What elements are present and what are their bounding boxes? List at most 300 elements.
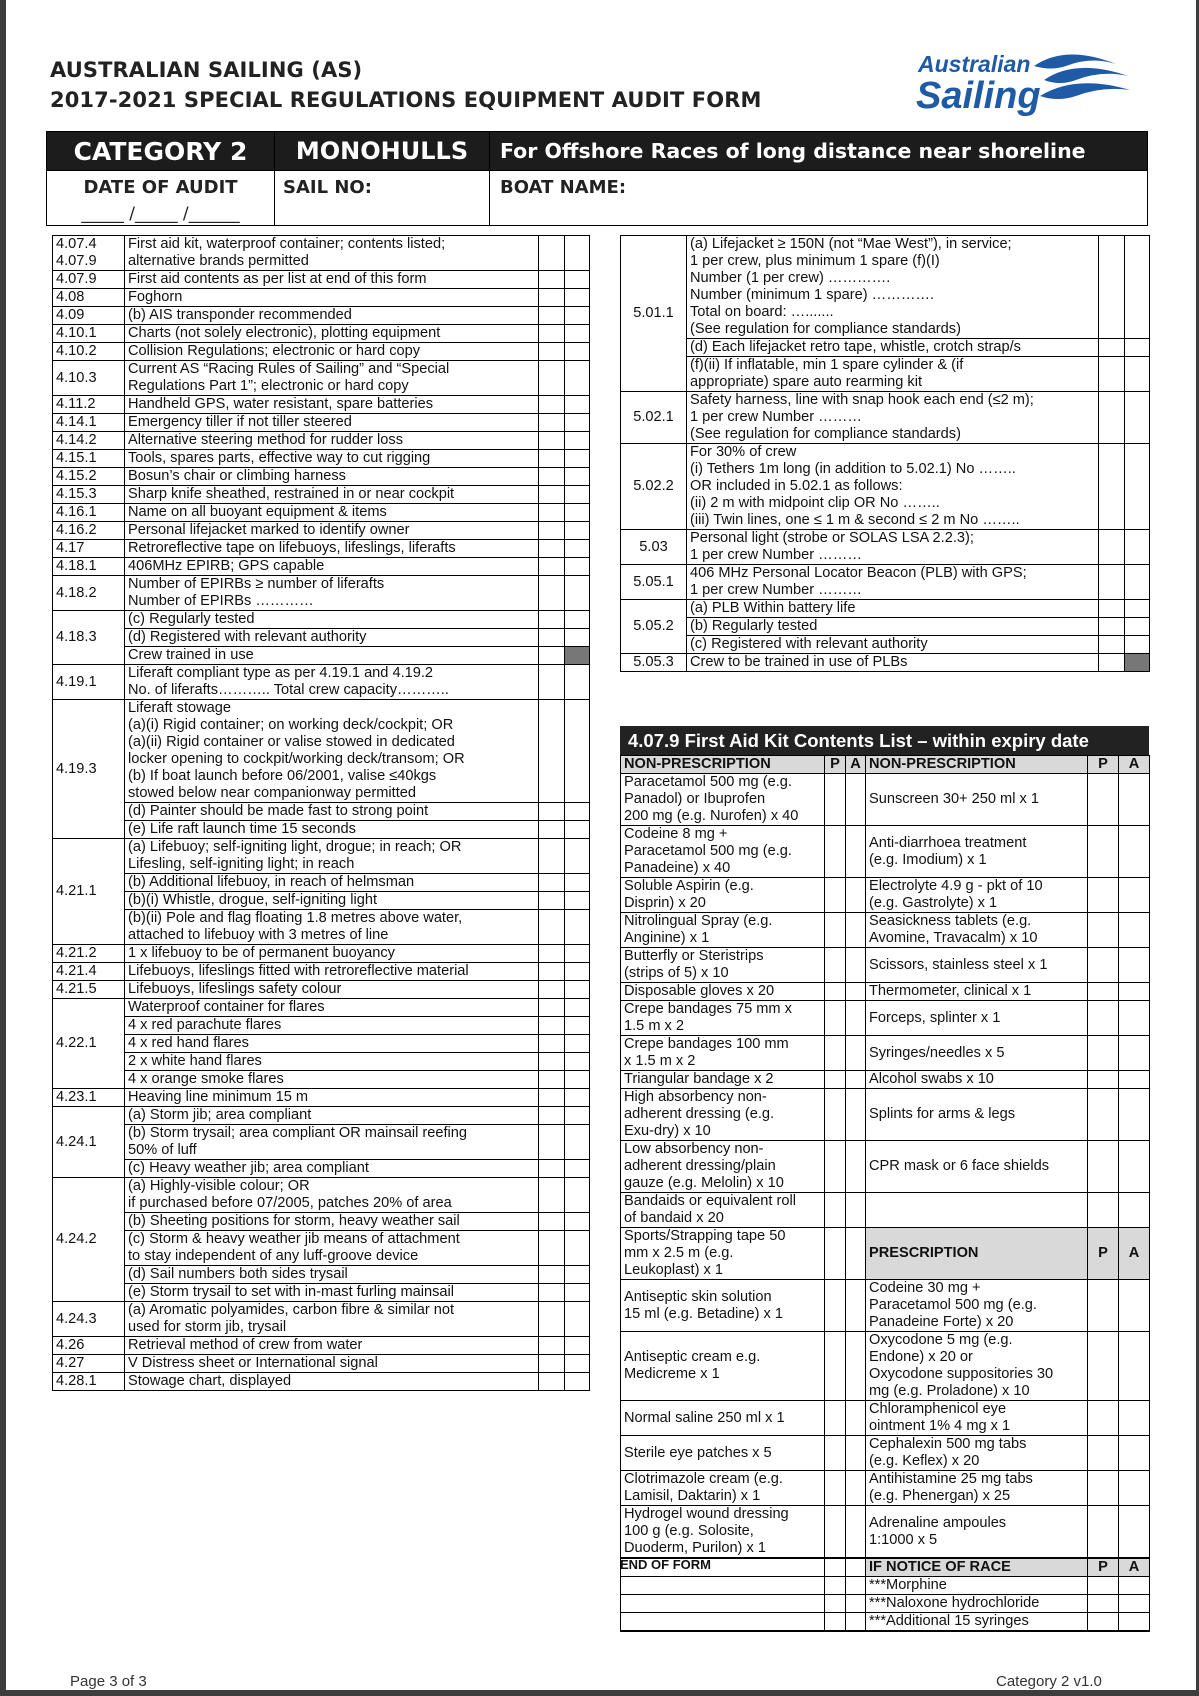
absent-checkbox[interactable]: [1125, 565, 1150, 600]
absent-checkbox[interactable]: [846, 1559, 866, 1577]
present-checkbox[interactable]: [539, 1373, 565, 1391]
present-checkbox[interactable]: [1088, 913, 1119, 948]
checklist-row: [621, 444, 1150, 530]
absent-checkbox[interactable]: [1119, 1595, 1150, 1613]
present-checkbox[interactable]: [1088, 774, 1119, 826]
absent-checkbox[interactable]: [1119, 948, 1150, 983]
requirement-text: (b) Sheeting positions for storm, heavy weather sail: [125, 1213, 539, 1231]
absent-checkbox[interactable]: [1119, 1036, 1150, 1071]
present-checkbox[interactable]: [1088, 1089, 1119, 1141]
present-checkbox[interactable]: [539, 803, 565, 821]
absent-checkbox[interactable]: [846, 1631, 866, 1632]
absent-checkbox[interactable]: [565, 629, 590, 647]
absent-checkbox[interactable]: [565, 396, 590, 414]
requirement-text: (c) Heavy weather jib; area compliant: [125, 1160, 539, 1178]
present-checkbox[interactable]: [825, 1089, 846, 1141]
checklist-row: [53, 504, 590, 522]
present-checkbox[interactable]: [539, 450, 565, 468]
first-aid-item: Paracetamol 500 mg (e.g. Panadol) or Ibuprofen 200 mg (e.g. Nurofen) x 40: [621, 774, 825, 826]
present-checkbox[interactable]: [539, 999, 565, 1017]
requirement-text: Liferaft stowage (a)(i) Rigid container; on working deck/cockpit; OR (a)(ii) Rigid container or valise stowed in dedicated locker opening to cockpit/working deck/transom; OR (b) If boat launch before 06/2001, valise ≤40kgs stowed below near companionway permitted: [125, 700, 539, 803]
absent-checkbox[interactable]: [846, 948, 866, 983]
left-checklist-table: [52, 235, 590, 1391]
first-aid-row: [621, 1280, 1150, 1332]
absent-checkbox[interactable]: [846, 1193, 866, 1228]
absent-checkbox[interactable]: [846, 1613, 866, 1631]
regulation-code: 4.18.3: [53, 611, 125, 665]
checklist-row: [621, 236, 1150, 339]
regulation-code: 4.27: [53, 1355, 125, 1373]
column-header-p: P: [1088, 756, 1119, 774]
present-checkbox[interactable]: [539, 236, 565, 271]
absent-checkbox[interactable]: [1119, 774, 1150, 826]
absent-checkbox[interactable]: [1125, 392, 1150, 444]
absent-checkbox[interactable]: [1119, 1071, 1150, 1089]
absent-checkbox[interactable]: [565, 325, 590, 343]
first-aid-item: Adrenaline ampoules 1:1000 x 5: [866, 1506, 1088, 1558]
first-aid-item: Antihistamine 25 mg tabs (e.g. Phenergan) x 25: [866, 1471, 1088, 1506]
absent-checkbox[interactable]: [846, 1228, 866, 1280]
present-checkbox[interactable]: [825, 878, 846, 913]
absent-checkbox[interactable]: [565, 1337, 590, 1355]
regulation-code: 4.19.3: [53, 700, 125, 839]
checklist-row: [53, 343, 590, 361]
absent-checkbox[interactable]: [565, 450, 590, 468]
present-checkbox[interactable]: [539, 981, 565, 999]
present-checkbox[interactable]: [1099, 392, 1125, 444]
present-checkbox[interactable]: [825, 1471, 846, 1506]
checklist-row: [53, 1125, 590, 1160]
present-checkbox[interactable]: [1099, 618, 1125, 636]
present-checkbox[interactable]: [539, 1284, 565, 1302]
absent-checkbox[interactable]: [565, 558, 590, 576]
present-checkbox[interactable]: [1099, 357, 1125, 392]
present-checkbox[interactable]: [1099, 654, 1125, 672]
boat-name-label: BOAT NAME:: [500, 177, 627, 198]
regulation-code: 4.10.1: [53, 325, 125, 343]
present-checkbox[interactable]: [1088, 1613, 1119, 1631]
present-checkbox[interactable]: [539, 700, 565, 803]
present-checkbox[interactable]: [539, 486, 565, 504]
absent-checkbox[interactable]: [565, 1017, 590, 1035]
regulation-code: 4.21.5: [53, 981, 125, 999]
absent-checkbox[interactable]: [1125, 636, 1150, 654]
absent-checkbox[interactable]: [565, 1231, 590, 1266]
checklist-row: [621, 600, 1150, 618]
checklist-row: [53, 576, 590, 611]
checklist-row: [53, 1355, 590, 1373]
requirement-text: (a) Storm jib; area compliant: [125, 1107, 539, 1125]
present-checkbox[interactable]: [539, 963, 565, 981]
empty-cell: [866, 1631, 1088, 1632]
first-aid-item: Normal saline 250 ml x 1: [621, 1401, 825, 1436]
absent-checkbox[interactable]: [565, 910, 590, 945]
checklist-row: [53, 450, 590, 468]
present-checkbox[interactable]: [825, 1228, 846, 1280]
present-checkbox[interactable]: [1088, 1141, 1119, 1193]
present-checkbox[interactable]: [1088, 948, 1119, 983]
present-checkbox[interactable]: [539, 665, 565, 700]
absent-checkbox[interactable]: [1119, 1001, 1150, 1036]
requirement-text: (a) Aromatic polyamides, carbon fibre & similar not used for storm jib, trysail: [125, 1302, 539, 1337]
present-checkbox[interactable]: [539, 1017, 565, 1035]
present-checkbox[interactable]: [539, 522, 565, 540]
absent-checkbox[interactable]: [565, 839, 590, 874]
absent-checkbox[interactable]: [846, 1280, 866, 1332]
requirement-text: (d) Each lifejacket retro tape, whistle, crotch strap/s: [687, 339, 1099, 357]
absent-checkbox[interactable]: [846, 1506, 866, 1558]
present-checkbox[interactable]: [539, 289, 565, 307]
empty-cell: [866, 1193, 1088, 1228]
present-checkbox[interactable]: [825, 1613, 846, 1631]
empty-cell: [621, 1631, 825, 1632]
present-checkbox[interactable]: [1088, 1471, 1119, 1506]
present-checkbox[interactable]: [825, 826, 846, 878]
form-org-title: AUSTRALIAN SAILING (AS): [50, 58, 363, 82]
present-checkbox[interactable]: [539, 945, 565, 963]
present-checkbox[interactable]: [539, 1337, 565, 1355]
present-checkbox[interactable]: [539, 910, 565, 945]
absent-checkbox[interactable]: [846, 1332, 866, 1401]
present-checkbox[interactable]: [1088, 878, 1119, 913]
present-checkbox[interactable]: [539, 414, 565, 432]
first-aid-row: [621, 913, 1150, 948]
absent-checkbox[interactable]: [1119, 1436, 1150, 1471]
checklist-row: [53, 963, 590, 981]
present-checkbox[interactable]: [1099, 565, 1125, 600]
checklist-row: [53, 647, 590, 665]
present-checkbox[interactable]: [825, 948, 846, 983]
absent-checkbox[interactable]: [565, 414, 590, 432]
present-checkbox[interactable]: [539, 629, 565, 647]
present-checkbox[interactable]: [1099, 530, 1125, 565]
absent-checkbox[interactable]: [1119, 1141, 1150, 1193]
present-checkbox[interactable]: [1099, 636, 1125, 654]
present-checkbox[interactable]: [1088, 1280, 1119, 1332]
present-checkbox[interactable]: [825, 1141, 846, 1193]
present-checkbox[interactable]: [1088, 983, 1119, 1001]
requirement-text: First aid contents as per list at end of this form: [125, 271, 539, 289]
absent-checkbox[interactable]: [846, 913, 866, 948]
present-checkbox[interactable]: [539, 1213, 565, 1231]
absent-checkbox[interactable]: [1125, 530, 1150, 565]
present-checkbox[interactable]: [539, 1107, 565, 1125]
absent-checkbox[interactable]: [565, 981, 590, 999]
absent-checkbox[interactable]: [1119, 1471, 1150, 1506]
sail-no-field[interactable]: [275, 171, 490, 226]
present-checkbox[interactable]: [1088, 1071, 1119, 1089]
absent-checkbox[interactable]: [1119, 1631, 1150, 1632]
absent-checkbox[interactable]: [846, 1036, 866, 1071]
first-aid-row: [621, 1595, 1150, 1613]
present-checkbox[interactable]: [539, 1053, 565, 1071]
requirement-text: (a) Lifebuoy; self-igniting light, drogue; in reach; OR Lifesling, self-igniting light; in reach: [125, 839, 539, 874]
absent-checkbox[interactable]: [565, 504, 590, 522]
requirement-text: (a) Highly-visible colour; OR if purchased before 07/2005, patches 20% of area: [125, 1178, 539, 1213]
regulation-code: 4.16.2: [53, 522, 125, 540]
absent-checkbox[interactable]: [565, 611, 590, 629]
regulation-code: 4.21.2: [53, 945, 125, 963]
first-aid-item: Bandaids or equivalent roll of bandaid x 20: [621, 1193, 825, 1228]
absent-checkbox[interactable]: [1119, 1280, 1150, 1332]
absent-checkbox[interactable]: [1119, 1577, 1150, 1595]
present-checkbox[interactable]: [1088, 1631, 1119, 1632]
requirement-text: (f)(ii) If inflatable, min 1 spare cylinder & (if appropriate) spare auto rearming kit: [687, 357, 1099, 392]
absent-checkbox[interactable]: [565, 1284, 590, 1302]
present-checkbox[interactable]: [825, 1280, 846, 1332]
first-aid-item: Splints for arms & legs: [866, 1089, 1088, 1141]
absent-checkbox[interactable]: [565, 874, 590, 892]
present-checkbox[interactable]: [825, 1631, 846, 1632]
checklist-row: [53, 289, 590, 307]
present-checkbox[interactable]: [539, 576, 565, 611]
first-aid-item: Nitrolingual Spray (e.g. Anginine) x 1: [621, 913, 825, 948]
regulation-code: 4.18.1: [53, 558, 125, 576]
absent-checkbox[interactable]: [846, 1071, 866, 1089]
absent-checkbox[interactable]: [565, 647, 590, 665]
absent-checkbox[interactable]: [1119, 983, 1150, 1001]
present-checkbox[interactable]: [1088, 1193, 1119, 1228]
first-aid-item: Antiseptic cream e.g. Medicreme x 1: [621, 1332, 825, 1401]
absent-checkbox[interactable]: [1125, 339, 1150, 357]
present-checkbox[interactable]: [1088, 1036, 1119, 1071]
absent-checkbox[interactable]: [1125, 357, 1150, 392]
present-checkbox[interactable]: [539, 361, 565, 396]
present-checkbox[interactable]: [825, 1193, 846, 1228]
present-checkbox[interactable]: [825, 1071, 846, 1089]
present-checkbox[interactable]: [539, 1231, 565, 1266]
absent-checkbox[interactable]: [565, 307, 590, 325]
absent-checkbox[interactable]: [565, 1160, 590, 1178]
present-checkbox[interactable]: [539, 325, 565, 343]
absent-checkbox[interactable]: [565, 1071, 590, 1089]
absent-checkbox[interactable]: [565, 803, 590, 821]
present-checkbox[interactable]: [825, 1436, 846, 1471]
absent-checkbox[interactable]: [565, 892, 590, 910]
present-checkbox[interactable]: [825, 1332, 846, 1401]
regulation-code: 4.17: [53, 540, 125, 558]
present-checkbox[interactable]: [1099, 339, 1125, 357]
present-checkbox[interactable]: [825, 1595, 846, 1613]
present-checkbox[interactable]: [539, 1178, 565, 1213]
absent-checkbox[interactable]: [565, 1178, 590, 1213]
absent-checkbox[interactable]: [565, 1089, 590, 1107]
absent-checkbox[interactable]: [1119, 1401, 1150, 1436]
absent-checkbox[interactable]: [565, 665, 590, 700]
absent-checkbox[interactable]: [565, 1266, 590, 1284]
first-aid-item: ***Additional 15 syringes: [866, 1613, 1088, 1631]
first-aid-item: Disposable gloves x 20: [621, 983, 825, 1001]
present-checkbox[interactable]: [539, 1355, 565, 1373]
present-checkbox[interactable]: [825, 1577, 846, 1595]
absent-checkbox[interactable]: [565, 700, 590, 803]
present-checkbox[interactable]: [539, 1302, 565, 1337]
requirement-text: V Distress sheet or International signal: [125, 1355, 539, 1373]
requirement-text: (e) Life raft launch time 15 seconds: [125, 821, 539, 839]
present-checkbox[interactable]: [825, 1401, 846, 1436]
absent-checkbox[interactable]: [565, 540, 590, 558]
present-checkbox[interactable]: [539, 821, 565, 839]
absent-checkbox[interactable]: [565, 945, 590, 963]
present-checkbox[interactable]: [1088, 1506, 1119, 1558]
absent-checkbox[interactable]: [846, 826, 866, 878]
present-checkbox[interactable]: [1099, 600, 1125, 618]
present-checkbox[interactable]: [539, 839, 565, 874]
present-checkbox[interactable]: [539, 504, 565, 522]
first-aid-row: [621, 1193, 1150, 1228]
present-checkbox[interactable]: [539, 611, 565, 629]
absent-checkbox[interactable]: [565, 1213, 590, 1231]
absent-checkbox[interactable]: [1119, 1332, 1150, 1401]
absent-checkbox[interactable]: [1125, 236, 1150, 339]
absent-checkbox[interactable]: [565, 963, 590, 981]
absent-checkbox[interactable]: [846, 1436, 866, 1471]
absent-checkbox[interactable]: [565, 1125, 590, 1160]
present-checkbox[interactable]: [1088, 1577, 1119, 1595]
present-checkbox[interactable]: [539, 1071, 565, 1089]
present-checkbox[interactable]: [539, 307, 565, 325]
absent-checkbox[interactable]: [565, 486, 590, 504]
requirement-text: 4 x red hand flares: [125, 1035, 539, 1053]
absent-checkbox[interactable]: [1119, 826, 1150, 878]
requirement-text: Bosun’s chair or climbing harness: [125, 468, 539, 486]
absent-checkbox[interactable]: [1125, 654, 1150, 672]
empty-cell: [621, 1613, 825, 1631]
boat-name-field[interactable]: [490, 171, 1148, 226]
requirement-text: Sharp knife sheathed, restrained in or near cockpit: [125, 486, 539, 504]
present-checkbox[interactable]: [539, 892, 565, 910]
present-checkbox[interactable]: [825, 1559, 846, 1577]
absent-checkbox[interactable]: [846, 1141, 866, 1193]
absent-checkbox[interactable]: [565, 821, 590, 839]
section-header: IF NOTICE OF RACE: [866, 1559, 1088, 1577]
absent-checkbox[interactable]: [846, 774, 866, 826]
present-checkbox[interactable]: [539, 343, 565, 361]
absent-checkbox[interactable]: [846, 1401, 866, 1436]
absent-checkbox[interactable]: [565, 1107, 590, 1125]
absent-checkbox[interactable]: [1119, 1089, 1150, 1141]
present-checkbox[interactable]: [539, 1266, 565, 1284]
absent-checkbox[interactable]: [565, 432, 590, 450]
present-checkbox[interactable]: [1088, 826, 1119, 878]
present-checkbox[interactable]: [539, 647, 565, 665]
present-checkbox[interactable]: [1088, 1595, 1119, 1613]
absent-checkbox[interactable]: [1119, 1613, 1150, 1631]
requirement-text: Safety harness, line with snap hook each end (≤2 m); 1 per crew Number ……… (See regulation for compliance standards): [687, 392, 1099, 444]
requirement-text: (a) PLB Within battery life: [687, 600, 1099, 618]
absent-checkbox[interactable]: [565, 999, 590, 1017]
present-checkbox[interactable]: [539, 1035, 565, 1053]
absent-checkbox[interactable]: [1119, 878, 1150, 913]
first-aid-row: [621, 1001, 1150, 1036]
end-of-form: END OF FORM: [620, 1557, 711, 1572]
absent-checkbox[interactable]: [565, 1035, 590, 1053]
absent-checkbox[interactable]: [846, 983, 866, 1001]
regulation-code: 4.19.1: [53, 665, 125, 700]
absent-checkbox[interactable]: [846, 1577, 866, 1595]
absent-checkbox[interactable]: [846, 878, 866, 913]
absent-checkbox[interactable]: [846, 1089, 866, 1141]
absent-checkbox[interactable]: [1119, 913, 1150, 948]
absent-checkbox[interactable]: [565, 468, 590, 486]
requirement-text: (b)(ii) Pole and flag floating 1.8 metres above water, attached to lifebuoy with 3 metres of line: [125, 910, 539, 945]
regulation-code: 4.11.2: [53, 396, 125, 414]
present-checkbox[interactable]: [539, 540, 565, 558]
present-checkbox[interactable]: [1088, 1401, 1119, 1436]
present-checkbox[interactable]: [825, 983, 846, 1001]
present-checkbox[interactable]: [539, 468, 565, 486]
absent-checkbox[interactable]: [565, 1355, 590, 1373]
first-aid-item: Sports/Strapping tape 50 mm x 2.5 m (e.g. Leukoplast) x 1: [621, 1228, 825, 1280]
present-checkbox[interactable]: [825, 1506, 846, 1558]
requirement-text: Charts (not solely electronic), plotting equipment: [125, 325, 539, 343]
absent-checkbox[interactable]: [565, 271, 590, 289]
absent-checkbox[interactable]: [565, 1053, 590, 1071]
requirement-text: (b) Storm trysail; area compliant OR mainsail reefing 50% of luff: [125, 1125, 539, 1160]
absent-checkbox[interactable]: [565, 1373, 590, 1391]
present-checkbox[interactable]: [539, 1125, 565, 1160]
absent-checkbox[interactable]: [565, 522, 590, 540]
first-aid-row: [621, 983, 1150, 1001]
present-checkbox[interactable]: [825, 774, 846, 826]
absent-checkbox[interactable]: [565, 236, 590, 271]
regulation-code: 5.02.2: [621, 444, 687, 530]
sail-no-label: SAIL NO:: [283, 177, 372, 198]
absent-checkbox[interactable]: [565, 1302, 590, 1337]
present-checkbox[interactable]: [1099, 444, 1125, 530]
absent-checkbox[interactable]: [565, 343, 590, 361]
present-checkbox[interactable]: [825, 1001, 846, 1036]
absent-checkbox[interactable]: [1125, 618, 1150, 636]
absent-checkbox[interactable]: [846, 1595, 866, 1613]
absent-checkbox[interactable]: [565, 361, 590, 396]
absent-checkbox[interactable]: [846, 1001, 866, 1036]
absent-checkbox[interactable]: [1125, 600, 1150, 618]
present-checkbox[interactable]: [1088, 1332, 1119, 1401]
present-checkbox[interactable]: [1088, 1436, 1119, 1471]
present-checkbox[interactable]: [1099, 236, 1125, 339]
first-aid-item: Crepe bandages 100 mm x 1.5 m x 2: [621, 1036, 825, 1071]
absent-checkbox[interactable]: [1119, 1506, 1150, 1558]
present-checkbox[interactable]: [539, 432, 565, 450]
absent-checkbox[interactable]: [1119, 1193, 1150, 1228]
present-checkbox[interactable]: [539, 1089, 565, 1107]
date-of-audit-field[interactable]: _____ /_____ /______: [81, 204, 240, 224]
checklist-row: [53, 1337, 590, 1355]
regulation-code: 4.28.1: [53, 1373, 125, 1391]
section-header: NON-PRESCRIPTION: [621, 756, 825, 774]
absent-checkbox[interactable]: [565, 576, 590, 611]
absent-checkbox[interactable]: [565, 289, 590, 307]
present-checkbox[interactable]: [539, 1160, 565, 1178]
present-checkbox[interactable]: [539, 271, 565, 289]
requirement-text: Retrieval method of crew from water: [125, 1337, 539, 1355]
present-checkbox[interactable]: [539, 396, 565, 414]
checklist-row: [53, 307, 590, 325]
present-checkbox[interactable]: [539, 874, 565, 892]
first-aid-row: [621, 1332, 1150, 1401]
present-checkbox[interactable]: [825, 913, 846, 948]
present-checkbox[interactable]: [539, 558, 565, 576]
checklist-row: [53, 1017, 590, 1035]
first-aid-item: Chloramphenicol eye ointment 1% 4 mg x 1: [866, 1401, 1088, 1436]
regulation-code: 4.23.1: [53, 1089, 125, 1107]
audit-form-page: [6, 0, 1196, 1690]
present-checkbox[interactable]: [825, 1036, 846, 1071]
present-checkbox[interactable]: [1088, 1001, 1119, 1036]
absent-checkbox[interactable]: [1125, 444, 1150, 530]
absent-checkbox[interactable]: [846, 1471, 866, 1506]
